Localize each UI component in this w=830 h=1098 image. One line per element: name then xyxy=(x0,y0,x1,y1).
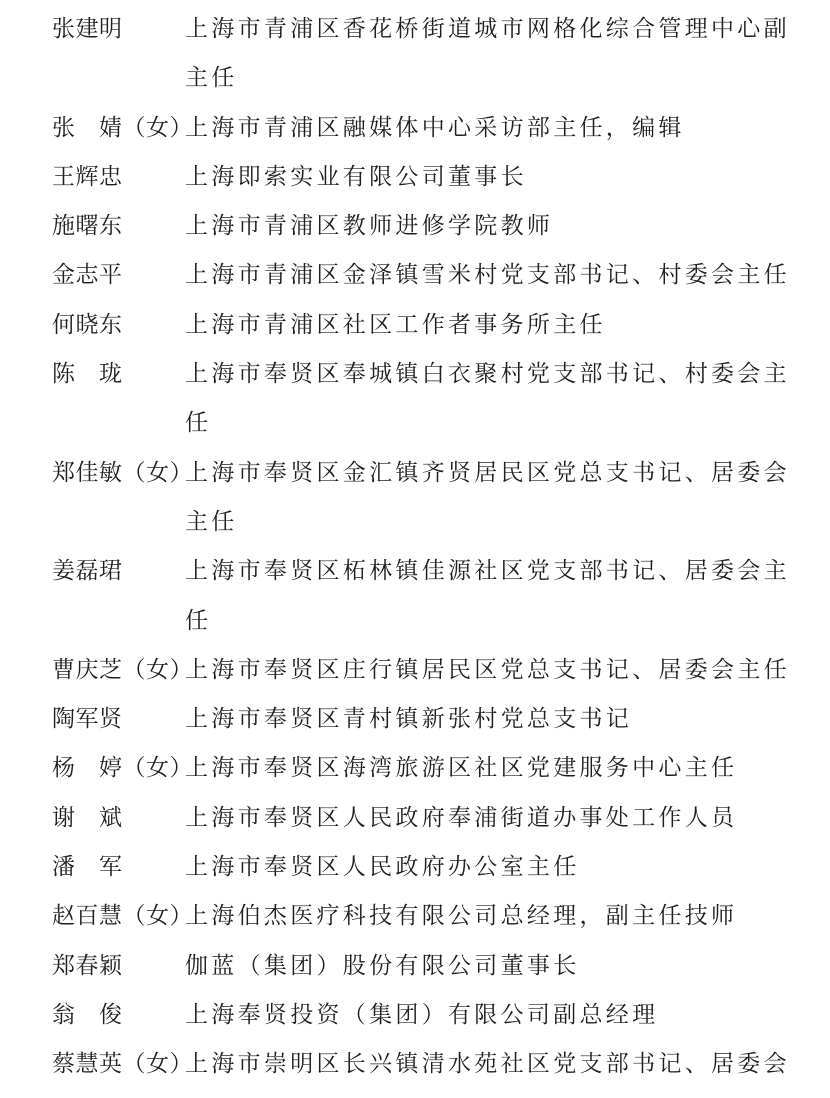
person-name: 王辉忠 xyxy=(52,163,123,190)
list-item xyxy=(52,251,812,300)
person-title: 上海市奉贤区人民政府奉浦街道办事处工作人员 xyxy=(185,804,738,831)
list-item xyxy=(52,1040,812,1089)
list-item xyxy=(52,843,812,892)
list-item xyxy=(52,646,812,695)
person-title: 上海市青浦区金泽镇雪米村党支部书记、村委会主任 xyxy=(185,262,790,289)
person-name: 谢 斌 xyxy=(52,804,123,831)
person-name: 蔡慧英（女） xyxy=(52,1051,193,1078)
list-item xyxy=(52,991,812,1040)
person-name: 郑佳敏（女） xyxy=(52,459,193,486)
list-item xyxy=(52,547,812,646)
person-title: 上海市青浦区香花桥街道城市网格化综合管理中心副主任 xyxy=(185,16,790,92)
person-title: 上海市奉贤区海湾旅游区社区党建服务中心主任 xyxy=(185,755,738,782)
person-name: 何晓东 xyxy=(52,311,123,338)
name-list xyxy=(52,5,812,1090)
person-title: 上海市奉贤区庄行镇居民区党总支书记、居委会主任 xyxy=(185,656,790,683)
person-name: 郑春颖 xyxy=(52,952,123,979)
person-title: 上海市青浦区社区工作者事务所主任 xyxy=(185,311,606,338)
list-item xyxy=(52,153,812,202)
person-name: 陈 珑 xyxy=(52,361,123,388)
list-item xyxy=(52,5,812,104)
person-title: 上海市青浦区融媒体中心采访部主任，编辑 xyxy=(185,114,685,141)
person-name: 张 婧（女） xyxy=(52,114,193,141)
list-item xyxy=(52,449,812,548)
person-name: 翁 俊 xyxy=(52,1001,123,1028)
person-title: 上海市奉贤区金汇镇齐贤居民区党总支书记、居委会主任 xyxy=(185,459,790,535)
person-name: 施曙东 xyxy=(52,213,123,240)
person-name: 陶军贤 xyxy=(52,706,123,733)
person-title: 上海即索实业有限公司董事长 xyxy=(185,163,527,190)
person-title: 上海奉贤投资（集团）有限公司副总经理 xyxy=(185,1001,659,1028)
person-title: 上海市奉贤区人民政府办公室主任 xyxy=(185,854,580,881)
list-item xyxy=(52,104,812,153)
person-name: 金志平 xyxy=(52,262,123,289)
person-name: 姜磊珺 xyxy=(52,558,123,585)
list-item xyxy=(52,942,812,991)
person-name: 潘 军 xyxy=(52,854,123,881)
person-name: 曹庆芝（女） xyxy=(52,656,193,683)
list-item xyxy=(52,794,812,843)
list-item xyxy=(52,202,812,251)
list-item xyxy=(52,350,812,449)
list-item xyxy=(52,744,812,793)
person-title: 上海市崇明区长兴镇清水苑社区党支部书记、居委会 xyxy=(185,1051,790,1078)
list-item xyxy=(52,301,812,350)
person-name: 张建明 xyxy=(52,16,123,42)
person-name: 赵百慧（女） xyxy=(52,903,193,930)
list-item xyxy=(52,892,812,941)
person-title: 伽蓝（集团）股份有限公司董事长 xyxy=(185,952,580,979)
person-title: 上海市奉贤区奉城镇白衣聚村党支部书记、村委会主任 xyxy=(185,361,790,437)
person-title: 上海市奉贤区柘林镇佳源社区党支部书记、居委会主任 xyxy=(185,558,790,634)
list-item xyxy=(52,695,812,744)
person-title: 上海市奉贤区青村镇新张村党总支书记 xyxy=(185,706,633,733)
person-title: 上海市青浦区教师进修学院教师 xyxy=(185,213,554,240)
person-name: 杨 婷（女） xyxy=(52,755,193,782)
person-title: 上海伯杰医疗科技有限公司总经理，副主任技师 xyxy=(185,903,738,930)
